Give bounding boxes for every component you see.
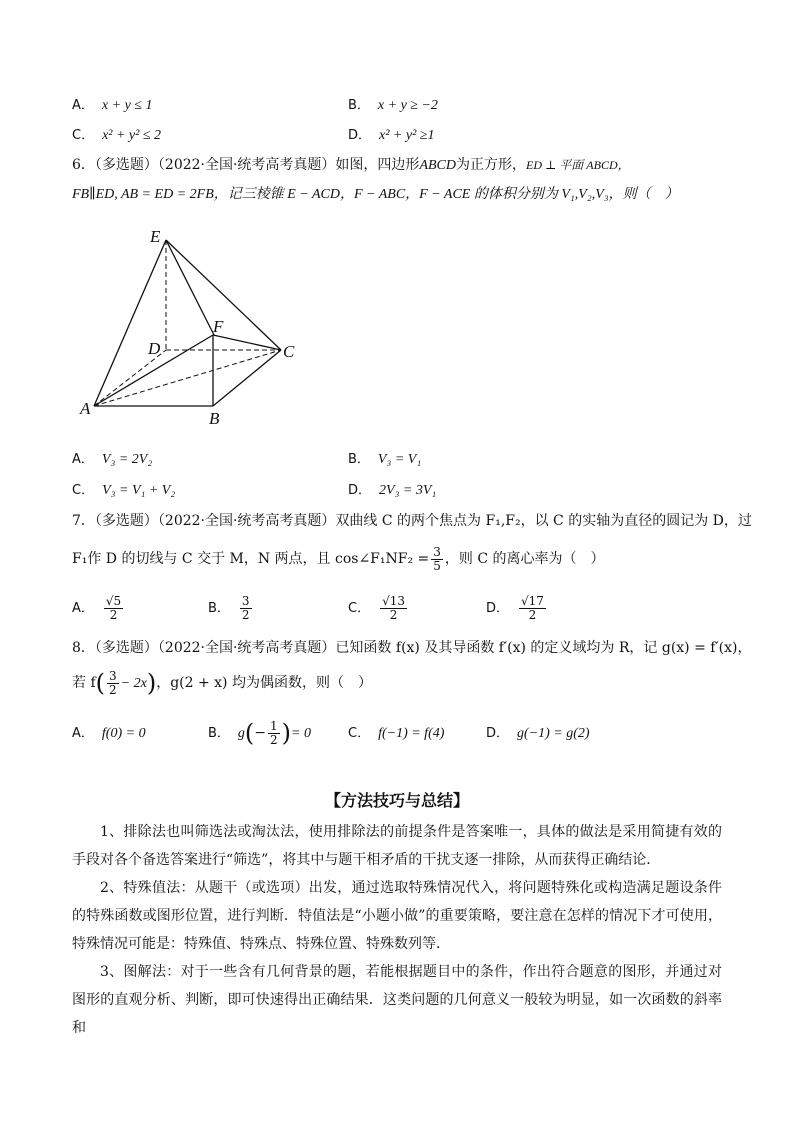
label-f: F	[213, 317, 224, 336]
q7-cos-fraction: $\frac{3}{5}$	[433, 544, 441, 573]
edge-fc	[213, 335, 281, 350]
q5-option-a[interactable]: A． x + y ≤ 1	[72, 98, 153, 113]
label-a: A	[80, 399, 91, 418]
edge-ac	[94, 350, 281, 406]
edge-ad	[94, 350, 166, 406]
edge-ec	[166, 240, 281, 350]
q6-stem-line2: FB∥ED, AB = ED = 2FB，记三棱锥 E − ACD，F − ABC，F − ACE 的体积分别为 V₁,V₂,V₃，则（ ）	[72, 187, 679, 202]
edge-ef	[166, 240, 214, 335]
q7-stem-line1: 7．（多选题）（2022·全国·统考高考真题）双曲线 C 的两个焦点为 F₁,F₂，以 C 的实轴为直径的圆记为 D，过	[72, 513, 752, 529]
pyramid-figure	[76, 222, 306, 432]
q7-option-d[interactable]: D． $\frac{√17}{2}$	[486, 593, 544, 622]
section-heading: 【方法技巧与总结】	[324, 791, 469, 810]
summary-paragraph-2: 2、特殊值法：从题干（或选项）出发，通过选取特殊情况代入，将问题特殊化或构造满足题设条件的特殊函数或图形位置，进行判断．特值法是“小题小做”的重要策略，要注意在怎样的情况下才可使用，特殊情况可能是：特殊值、特殊点、特殊位置、特殊数列等．	[72, 880, 722, 952]
q8-option-b[interactable]: B． g(− $\frac{1}{2}$ )= 0	[208, 718, 311, 747]
summary-paragraph-3: 3、图解法：对于一些含有几何背景的题，若能根据题目中的条件，作出符合题意的图形，并通过对图形的直观分析、判断，即可快速得出正确结果．这类问题的几何意义一般较为明显，如一次函数的斜率和	[72, 964, 722, 1036]
summary-paragraph-1: 1、排除法也叫筛选法或淘汰法，使用排除法的前提条件是答案唯一，具体的做法是采用简捷有效的手段对各个备选答案进行“筛选”，将其中与题干相矛盾的干扰支逐一排除，从而获得正确结论．	[72, 824, 722, 868]
label-b: B	[209, 409, 220, 428]
edge-bc	[213, 350, 281, 406]
q6-option-b[interactable]: B． V₃ = V₁	[348, 452, 422, 467]
q7-option-a[interactable]: A． $\frac{√5}{2}$	[72, 593, 122, 622]
q8-option-c[interactable]: C． f(−1) = f(4)	[348, 726, 445, 741]
q7-stem-line2: F₁作 D 的切线与 C 交于 M，N 两点，且 cos∠F₁NF₂ = $\frac{3}{5}$ ，则 C 的离心率为（ ）	[72, 544, 605, 573]
q6-option-d[interactable]: D． 2V₃ = 3V₁	[348, 483, 437, 498]
q8-stem-line2: 若 f( $\frac{3}{2}$ − 2x)，g(2 + x) 均为偶函数，则（ ）	[72, 668, 372, 697]
label-e: E	[150, 227, 161, 246]
q6-stem-line1: 6．（多选题）（2022·全国·统考高考真题）如图，四边形ABCD为正方形，ED ⊥ 平面 ABCD，	[72, 157, 630, 173]
label-d: D	[148, 339, 161, 358]
q5-option-d[interactable]: D． x² + y² ≥1	[348, 128, 435, 143]
q8-option-d[interactable]: D． g(−1) = g(2)	[486, 726, 590, 741]
q7-option-b[interactable]: B． $\frac{3}{2}$	[208, 593, 250, 622]
q8-stem-line1: 8．（多选题）（2022·全国·统考高考真题）已知函数 f(x) 及其导函数 f′(x) 的定义域均为 R，记 g(x) = f′(x)，	[72, 640, 752, 656]
edge-ea	[94, 240, 166, 406]
q6-option-a[interactable]: A． V₃ = 2V₂	[72, 452, 153, 467]
q5-option-b[interactable]: B． x + y ≥ −2	[348, 98, 438, 113]
label-c: C	[283, 342, 295, 361]
q7-option-c[interactable]: C． $\frac{√13}{2}$	[348, 593, 405, 622]
q6-option-c[interactable]: C． V₃ = V₁ + V₂	[72, 483, 176, 498]
q5-option-c[interactable]: C． x² + y² ≤ 2	[72, 128, 162, 143]
q8-option-a[interactable]: A． f(0) = 0	[72, 726, 146, 741]
